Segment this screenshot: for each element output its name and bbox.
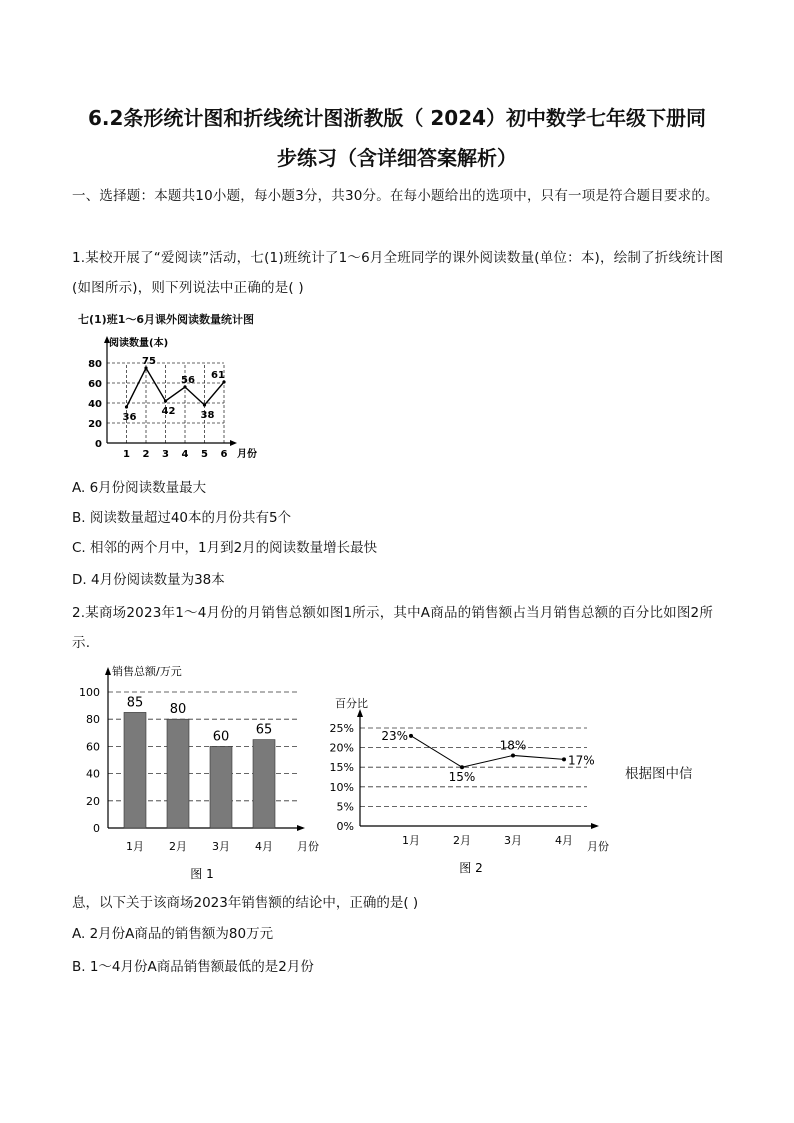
chart3-ytick-label: 5% — [336, 800, 354, 814]
q2-stem-cont: 息，以下关于该商场2023年销售额的结论中，正确的是( ) — [72, 895, 419, 911]
q2-side-text: 根据图中信 — [625, 766, 693, 782]
chart1-ytick-label: 40 — [88, 399, 102, 410]
chart3-data-label: 17% — [568, 753, 595, 768]
chart2-ylabel: 销售总额/万元 — [112, 665, 182, 678]
chart3-ylabel: 百分比 — [335, 697, 368, 710]
chart2-y-axis-arrow — [105, 667, 111, 675]
chart3-xtick-label: 2月 — [453, 834, 471, 847]
chart2-data-label: 65 — [255, 722, 273, 738]
page-title-line1: 6.2条形统计图和折线统计图浙教版（ 2024）初中数学七年级下册同 — [87, 106, 707, 130]
chart3-ytick-label: 25% — [329, 722, 354, 735]
chart2-xtick-label: 3月 — [212, 840, 230, 853]
chart1-ytick-label: 0 — [95, 439, 102, 450]
chart3-ytick-label: 15% — [329, 761, 354, 775]
chart2-sales-bar — [75, 660, 330, 885]
chart3-xlabel: 月份 — [587, 840, 609, 853]
chart2-xtick-label: 2月 — [169, 840, 187, 853]
chart1-data-label: 38 — [200, 410, 215, 421]
chart3-ytick-label: 20% — [329, 741, 354, 755]
chart3-xtick-label: 4月 — [555, 834, 573, 847]
chart3-percent-line — [325, 690, 615, 880]
chart1-ytick-label: 60 — [88, 379, 102, 390]
chart2-xlabel: 月份 — [297, 840, 319, 853]
chart1-ytick-label: 80 — [88, 359, 102, 370]
chart3-series-line — [411, 736, 564, 767]
chart1-title: 七(1)班1～6月课外阅读数量统计图 — [78, 313, 255, 326]
chart1-xtick-label: 5 — [201, 449, 208, 460]
chart1-xtick-label: 6 — [220, 449, 228, 460]
chart2-data-label: 60 — [212, 729, 230, 745]
chart2-bar — [167, 719, 189, 828]
chart2-ytick-label: 80 — [86, 713, 100, 727]
q1-option-d: D. 4月份阅读数量为38本 — [72, 572, 225, 588]
chart3-point — [562, 757, 566, 761]
chart2-bar — [124, 712, 146, 828]
chart2-xtick-label: 4月 — [255, 840, 273, 853]
q1-option-c: C. 相邻的两个月中，1月到2月的阅读数量增长最快 — [72, 540, 378, 556]
section-intro: 一、选择题：本题共10小题，每小题3分，共30分。在每小题给出的选项中，只有一项是符合题目要求的。 — [72, 188, 719, 204]
chart2-caption: 图 1 — [190, 867, 214, 881]
chart1-data-label: 61 — [211, 370, 225, 381]
chart1-data-label: 36 — [122, 412, 137, 423]
chart1-x-axis-arrow — [230, 440, 237, 446]
chart1-data-label: 75 — [142, 356, 156, 367]
q1-stem: 1.某校开展了“爱阅读”活动，七(1)班统计了1～6月全班同学的课外阅读数量(单位：本)，绘制了折线统计图(如图所示)，则下列说法中正确的是( ) — [72, 250, 724, 296]
chart3-data-label: 18% — [499, 738, 527, 753]
chart3-caption: 图 2 — [459, 861, 483, 875]
chart3-x-axis-arrow — [591, 823, 599, 829]
chart3-point — [409, 734, 413, 738]
chart3-xtick-label: 1月 — [402, 834, 420, 847]
chart1-reading-line — [85, 330, 275, 465]
chart2-ytick-label: 100 — [79, 686, 100, 699]
chart3-y-axis-arrow — [357, 709, 363, 717]
chart1-data-label: 42 — [161, 406, 176, 417]
chart1-data-label: 56 — [181, 375, 195, 386]
chart2-ytick-label: 20 — [86, 794, 100, 808]
chart3-xtick-label: 3月 — [504, 834, 522, 847]
chart2-bar — [253, 740, 275, 828]
chart3-data-label: 15% — [448, 770, 476, 785]
q2-option-b: B. 1～4月份A商品销售额最低的是2月份 — [72, 959, 314, 975]
chart3-point — [511, 753, 515, 757]
q2-stem: 2.某商场2023年1～4月份的月销售总额如图1所示，其中A商品的销售额占当月销售总额的百分比如图2所示. — [72, 605, 714, 651]
q2-option-a: A. 2月份A商品的销售额为80万元 — [72, 926, 274, 942]
chart1-series-line — [127, 368, 225, 407]
chart1-point — [203, 403, 206, 406]
chart3-data-label: 23% — [381, 728, 408, 743]
chart1-ylabel: 阅读数量(本) — [109, 338, 169, 349]
chart3-point — [460, 765, 464, 769]
chart2-data-label: 85 — [126, 695, 144, 711]
chart1-xtick-label: 3 — [162, 449, 169, 460]
chart2-ytick-label: 0 — [93, 822, 100, 835]
chart1-xtick-label: 1 — [123, 449, 130, 460]
chart1-xtick-label: 2 — [142, 449, 150, 460]
page-title-line2: 步练习（含详细答案解析） — [277, 146, 517, 170]
chart3-ytick-label: 0% — [336, 820, 354, 833]
chart1-xtick-label: 4 — [181, 449, 189, 460]
chart2-data-label: 80 — [169, 702, 187, 718]
chart1-xlabel: 月份 — [237, 449, 257, 460]
q1-option-a: A. 6月份阅读数量最大 — [72, 480, 207, 496]
chart2-x-axis-arrow — [297, 825, 305, 831]
chart1-ytick-label: 20 — [88, 419, 102, 430]
chart2-xtick-label: 1月 — [126, 840, 144, 853]
chart1-point — [164, 399, 167, 402]
chart2-bar — [210, 746, 232, 828]
chart1-point — [125, 405, 128, 408]
chart2-ytick-label: 40 — [86, 767, 100, 781]
q1-option-b: B. 阅读数量超过40本的月份共有5个 — [72, 510, 292, 526]
chart3-ytick-label: 10% — [329, 780, 354, 794]
chart2-ytick-label: 60 — [86, 740, 100, 754]
